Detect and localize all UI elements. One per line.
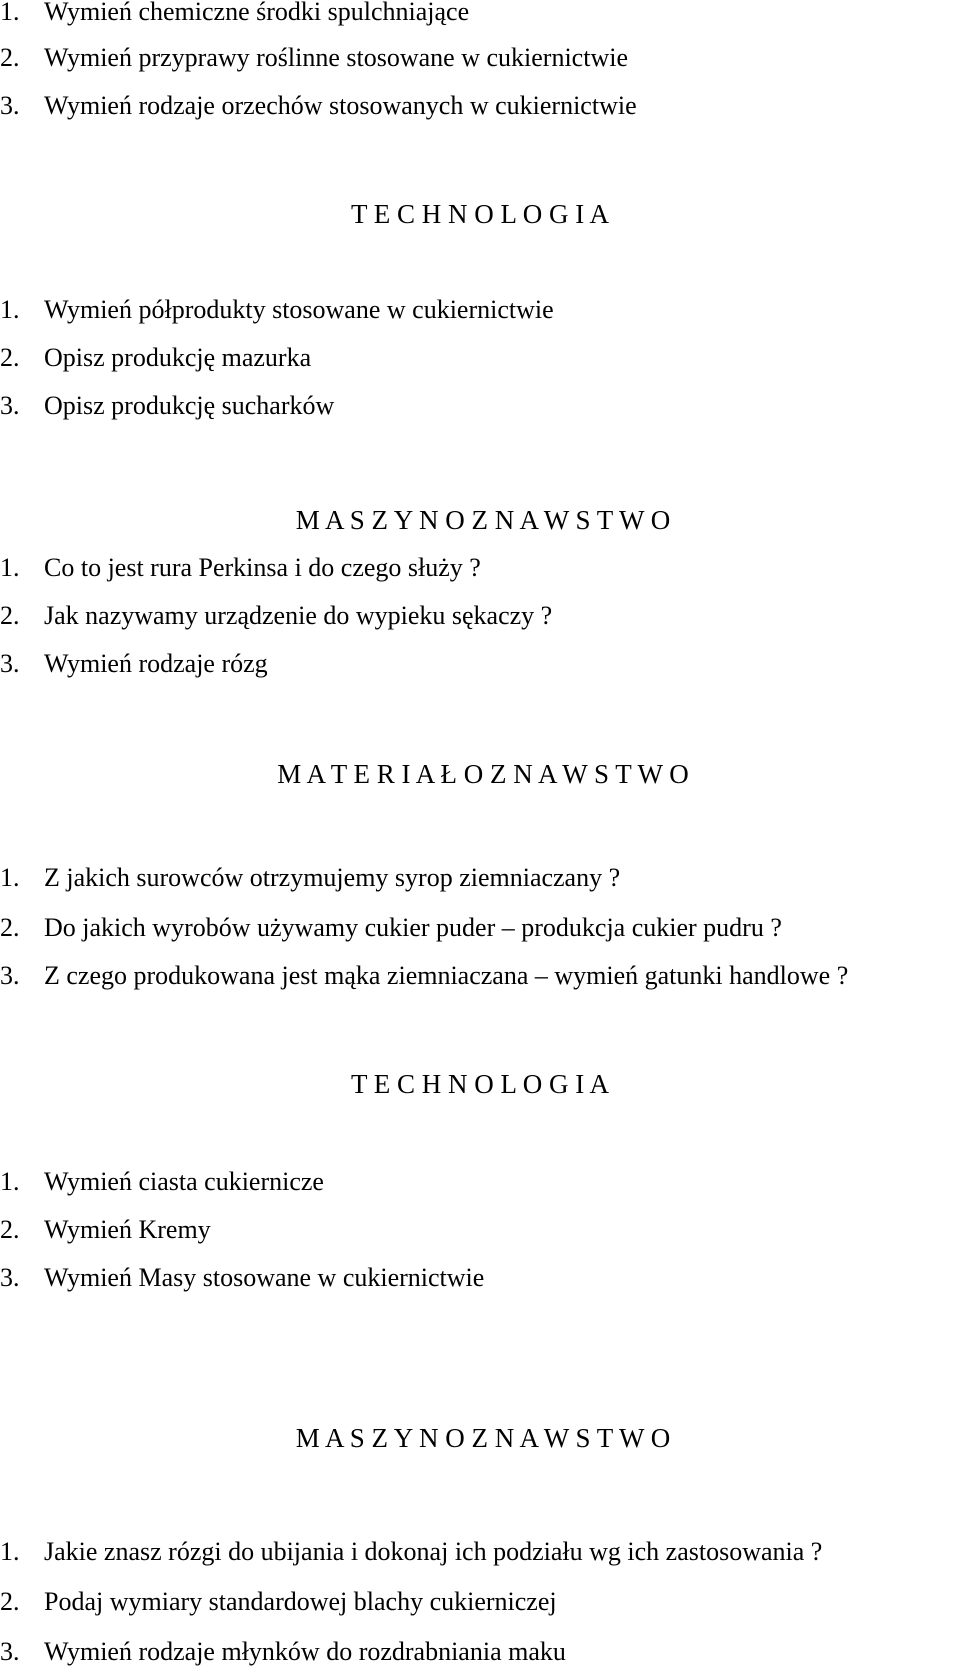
section-heading: T E C H N O L O G I A (351, 199, 609, 229)
item-text: Wymień półprodukty stosowane w cukiernictwie (44, 295, 554, 324)
item-number: 3. (0, 1637, 20, 1666)
item-text: Wymień chemiczne środki spulchniające (44, 0, 470, 26)
list-item (0, 913, 782, 943)
list-item (0, 1587, 557, 1617)
list-item (0, 91, 637, 121)
list-item (0, 601, 552, 631)
item-text: Jakie znasz rózgi do ubijania i dokonaj ich podziału wg ich zastosowania ? (44, 1537, 823, 1566)
list-item (0, 649, 268, 679)
list-item (0, 961, 848, 991)
item-text: Wymień przyprawy roślinne stosowane w cukiernictwie (44, 43, 628, 72)
section-heading: T E C H N O L O G I A (351, 1069, 609, 1099)
item-text: Do jakich wyrobów używamy cukier puder – produkcja cukier pudru ? (44, 913, 782, 942)
item-number: 3. (0, 961, 20, 990)
item-number: 3. (0, 91, 20, 120)
item-number: 2. (0, 43, 20, 72)
item-number: 3. (0, 1263, 20, 1292)
item-text: Z jakich surowców otrzymujemy syrop ziemniaczany ? (44, 863, 621, 892)
list-item (0, 295, 554, 325)
item-number: 3. (0, 391, 20, 420)
item-number: 1. (0, 553, 20, 582)
list-item (0, 553, 481, 583)
item-text: Wymień Kremy (44, 1215, 211, 1244)
item-number: 1. (0, 1167, 20, 1196)
item-text: Co to jest rura Perkinsa i do czego służy ? (44, 553, 481, 582)
item-text: Opisz produkcję mazurka (44, 343, 312, 372)
item-text: Wymień rodzaje rózg (44, 649, 268, 678)
list-item (0, 1263, 484, 1293)
list-item (0, 1537, 822, 1567)
item-number: 2. (0, 1587, 20, 1616)
item-text: Wymień rodzaje orzechów stosowanych w cukiernictwie (44, 91, 637, 120)
section-heading: M A S Z Y N O Z N A W S T W O (295, 505, 671, 535)
list-item (0, 43, 628, 73)
list-item (0, 1637, 566, 1667)
list-item (0, 391, 334, 421)
list-item (0, 1215, 211, 1245)
list-item (0, 863, 620, 893)
item-number: 1. (0, 0, 20, 26)
list-item (0, 0, 469, 27)
item-number: 2. (0, 1215, 20, 1244)
item-text: Opisz produkcję sucharków (44, 391, 335, 420)
item-number: 3. (0, 649, 20, 678)
item-text: Wymień ciasta cukiernicze (44, 1167, 324, 1196)
item-number: 1. (0, 1537, 20, 1566)
item-number: 1. (0, 863, 20, 892)
item-number: 1. (0, 295, 20, 324)
item-text: Jak nazywamy urządzenie do wypieku sękaczy ? (44, 601, 553, 630)
item-number: 2. (0, 343, 20, 372)
item-number: 2. (0, 601, 20, 630)
item-text: Podaj wymiary standardowej blachy cukierniczej (44, 1587, 557, 1616)
item-text: Wymień Masy stosowane w cukiernictwie (44, 1263, 485, 1292)
list-item (0, 343, 311, 373)
list-item (0, 1167, 324, 1197)
item-text: Wymień rodzaje młynków do rozdrabniania maku (44, 1637, 566, 1666)
item-number: 2. (0, 913, 20, 942)
section-heading: M A S Z Y N O Z N A W S T W O (295, 1423, 671, 1453)
section-heading: M A T E R I A Ł O Z N A W S T W O (277, 759, 689, 789)
item-text: Z czego produkowana jest mąka ziemniaczana – wymień gatunki handlowe ? (44, 961, 849, 990)
